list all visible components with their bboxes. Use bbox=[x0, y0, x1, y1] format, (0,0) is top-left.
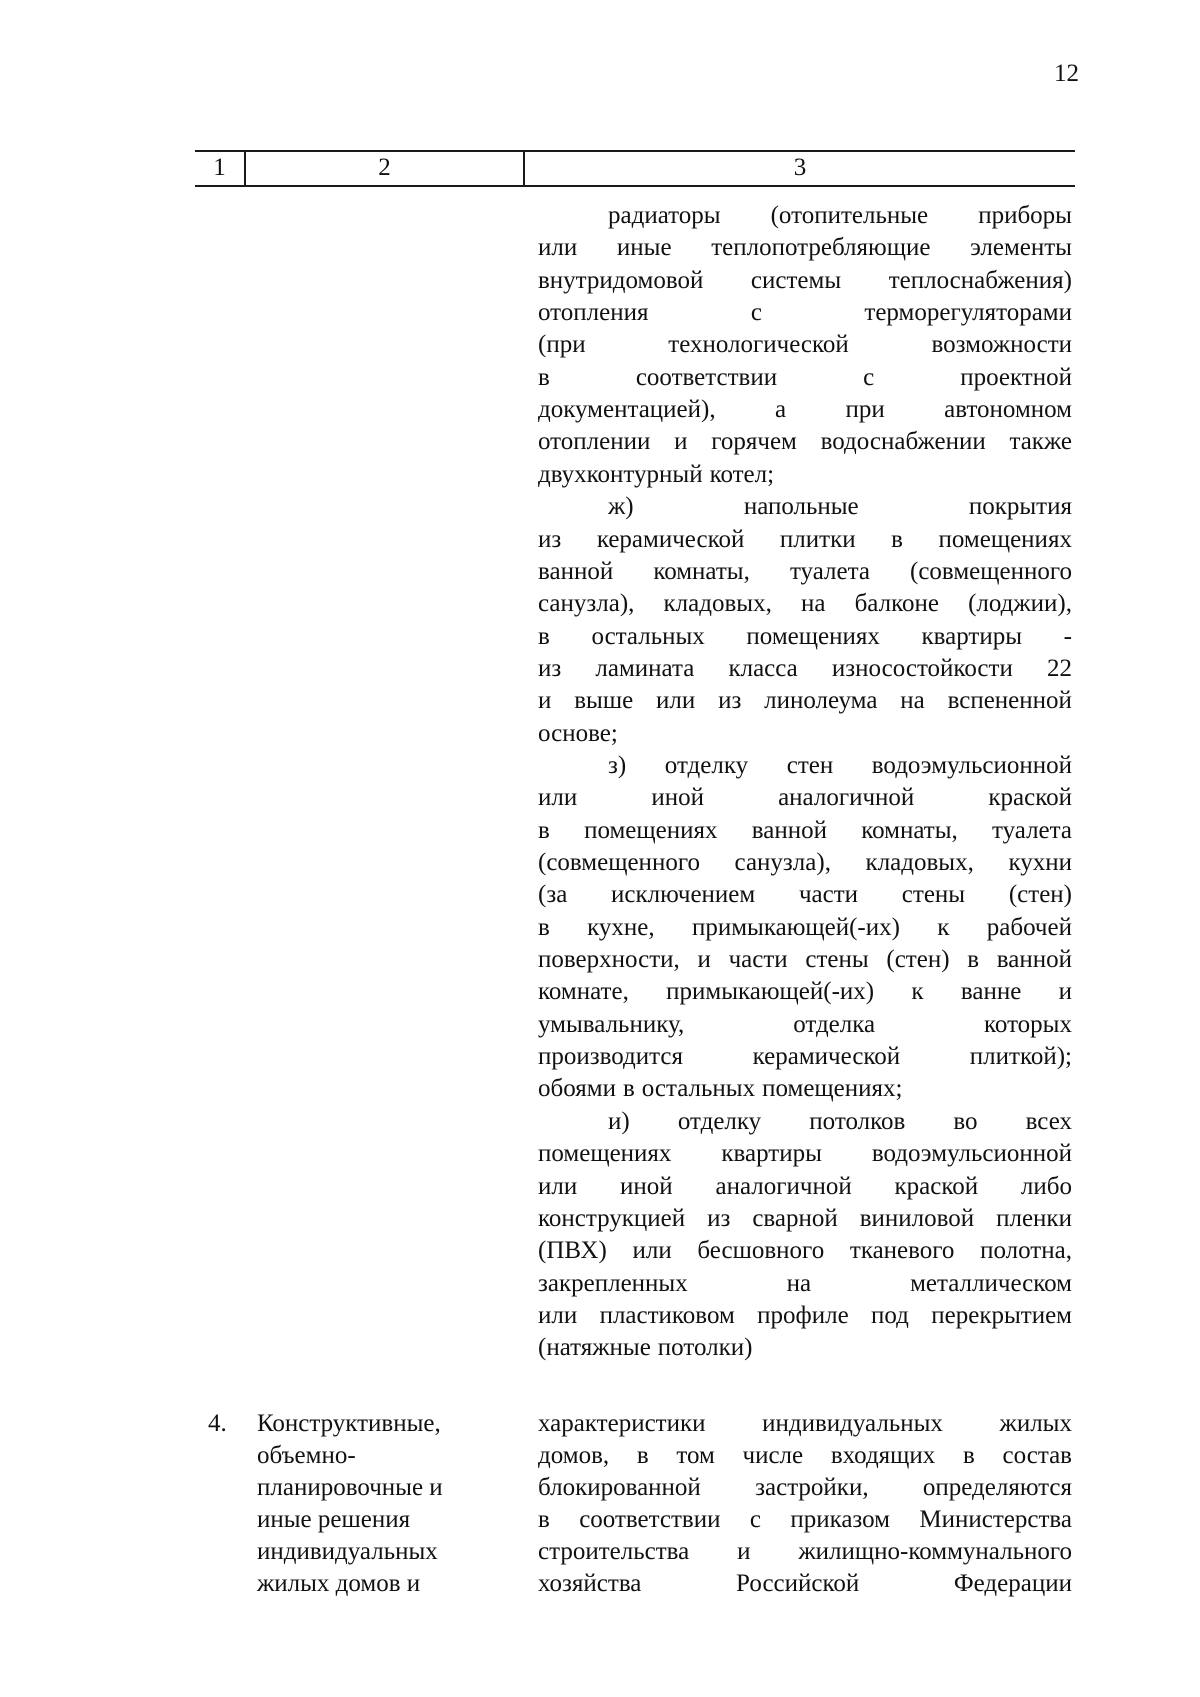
description-line: иные решения bbox=[257, 1506, 411, 1533]
word: 22 bbox=[1046, 654, 1072, 682]
text-line bbox=[538, 1073, 1072, 1105]
header-col-1: 1 bbox=[213, 154, 226, 181]
word: комнате, bbox=[538, 978, 629, 1006]
word: при bbox=[845, 396, 885, 424]
text-line bbox=[538, 1268, 1072, 1300]
word: отоплении bbox=[538, 428, 651, 456]
word: числе bbox=[742, 1442, 804, 1469]
word: исключением bbox=[611, 881, 756, 909]
word: примыкающей(-их) bbox=[691, 913, 900, 941]
word: краской bbox=[894, 1172, 979, 1200]
text-line bbox=[538, 1009, 1072, 1041]
word: блокированной bbox=[538, 1474, 701, 1501]
text-line bbox=[538, 621, 1072, 653]
description-line: планировочные и bbox=[257, 1474, 443, 1501]
text-line bbox=[538, 297, 1072, 329]
word: горячем bbox=[711, 428, 797, 456]
word: комнаты, bbox=[861, 816, 958, 844]
word: основе; bbox=[538, 719, 618, 747]
text-line bbox=[538, 815, 1072, 847]
text-line bbox=[538, 362, 1072, 394]
word: в bbox=[538, 622, 550, 650]
text-line bbox=[538, 1536, 1072, 1568]
word: отделку bbox=[664, 751, 749, 779]
word: к bbox=[937, 913, 950, 941]
word: в bbox=[963, 1442, 975, 1469]
text-line bbox=[538, 426, 1072, 458]
word: проектной bbox=[960, 363, 1072, 391]
word: к bbox=[911, 978, 924, 1006]
word: (стен) bbox=[1008, 881, 1072, 909]
word: пленки bbox=[996, 1204, 1072, 1232]
word: в bbox=[538, 1506, 550, 1533]
word: поверхности, bbox=[538, 946, 680, 974]
word: соответствии bbox=[579, 1506, 721, 1533]
description-line: объемно- bbox=[257, 1442, 356, 1469]
word: технологической bbox=[668, 331, 849, 359]
word: бесшовного bbox=[697, 1237, 825, 1265]
text-line bbox=[538, 232, 1072, 264]
text-line bbox=[538, 976, 1072, 1008]
text-line bbox=[538, 879, 1072, 911]
word: стены bbox=[901, 881, 966, 909]
word: стены bbox=[805, 946, 869, 974]
word: в bbox=[622, 1075, 635, 1103]
word: примыкающей(-их) bbox=[666, 978, 875, 1006]
text-line bbox=[538, 1332, 1072, 1364]
word: приборы bbox=[978, 202, 1072, 229]
word: производится bbox=[538, 1043, 683, 1071]
word: умывальнику, bbox=[538, 1010, 685, 1038]
word: возможности bbox=[931, 331, 1072, 359]
word: износостойкости bbox=[831, 654, 1013, 682]
word: ванной bbox=[996, 946, 1072, 974]
text-line bbox=[538, 265, 1072, 297]
word: иной bbox=[651, 784, 704, 812]
word: аналогичной bbox=[715, 1172, 852, 1200]
word: з) bbox=[608, 751, 627, 779]
text-line bbox=[538, 1504, 1072, 1536]
word: характеристики bbox=[538, 1410, 706, 1437]
text-line bbox=[538, 524, 1072, 556]
word: на bbox=[800, 590, 826, 618]
text-line bbox=[538, 1138, 1072, 1170]
word: части bbox=[798, 881, 859, 909]
word: теплоснабжения) bbox=[888, 266, 1072, 294]
header-col-3: 3 bbox=[793, 154, 807, 181]
word: помещениях bbox=[538, 1140, 672, 1168]
word: жилых bbox=[999, 1410, 1072, 1437]
word: или bbox=[656, 687, 696, 715]
page-number: 12 bbox=[1054, 60, 1079, 87]
word: квартиры bbox=[921, 622, 1022, 650]
text-line bbox=[538, 912, 1072, 944]
word: из bbox=[718, 687, 742, 715]
word: (отопительные bbox=[770, 202, 929, 229]
text-line bbox=[538, 685, 1072, 717]
word: с bbox=[749, 1506, 761, 1533]
word: линолеума bbox=[764, 687, 878, 715]
word: и) bbox=[608, 1107, 630, 1135]
word: ламината bbox=[595, 654, 695, 682]
header-bottom-rule bbox=[195, 185, 1075, 187]
word: санузла), bbox=[538, 590, 635, 618]
text-line bbox=[608, 750, 1072, 782]
word: также bbox=[1009, 428, 1072, 456]
word: под bbox=[871, 1301, 909, 1329]
word: комнаты, bbox=[653, 557, 750, 585]
word: потолков bbox=[809, 1107, 906, 1135]
word: из bbox=[538, 654, 562, 682]
word: водоэмульсионной bbox=[871, 1140, 1072, 1168]
word: документацией), bbox=[538, 396, 716, 424]
word: помещениях bbox=[938, 525, 1072, 553]
word: хозяйства bbox=[538, 1570, 642, 1597]
text-line bbox=[538, 782, 1072, 814]
word: теплопотребляющие bbox=[711, 234, 931, 262]
word: в bbox=[538, 363, 550, 391]
word: в bbox=[967, 946, 980, 974]
word: и bbox=[737, 1538, 751, 1565]
word: а bbox=[775, 396, 787, 424]
word: аналогичной bbox=[778, 784, 915, 812]
text-line bbox=[538, 944, 1072, 976]
word: тканевого bbox=[849, 1237, 955, 1265]
description-line: Конструктивные, bbox=[257, 1410, 441, 1437]
word: ванной bbox=[538, 557, 614, 585]
word: двухконтурный bbox=[538, 460, 703, 488]
word: котел; bbox=[709, 460, 775, 488]
word: (при bbox=[538, 331, 586, 359]
text-line bbox=[608, 200, 1072, 232]
word: приказом bbox=[790, 1506, 891, 1533]
word: остальных bbox=[591, 622, 705, 650]
word: квартиры bbox=[721, 1140, 822, 1168]
word: во bbox=[953, 1107, 978, 1135]
header-col-2: 2 bbox=[378, 154, 391, 181]
word: балконе bbox=[854, 590, 939, 618]
word: или bbox=[632, 1237, 672, 1265]
word: отопления bbox=[538, 299, 649, 327]
word: перекрытием bbox=[931, 1301, 1072, 1329]
word: всех bbox=[1025, 1107, 1072, 1135]
word: сварной bbox=[752, 1204, 838, 1232]
word: рабочей bbox=[986, 913, 1072, 941]
text-line bbox=[538, 718, 1072, 750]
word: части bbox=[728, 946, 788, 974]
word: Министерства bbox=[919, 1506, 1072, 1533]
text-line bbox=[538, 1235, 1072, 1267]
word: (совмещенного bbox=[538, 849, 700, 876]
word: и bbox=[538, 687, 552, 715]
text-line bbox=[538, 1300, 1072, 1332]
word: кладовых, bbox=[865, 849, 974, 876]
word: (за bbox=[538, 881, 568, 909]
word: остальных bbox=[641, 1075, 756, 1103]
text-line bbox=[538, 556, 1072, 588]
text-line bbox=[538, 1041, 1072, 1073]
word: в bbox=[891, 525, 903, 553]
word: полотна, bbox=[980, 1237, 1072, 1265]
word: помещениях; bbox=[762, 1075, 903, 1103]
word: радиаторы bbox=[608, 202, 721, 229]
word: или bbox=[538, 234, 578, 262]
word: Федерации bbox=[953, 1570, 1072, 1597]
word: и bbox=[1058, 978, 1072, 1006]
row-number: 4. bbox=[208, 1410, 227, 1437]
word: в bbox=[538, 913, 550, 941]
word: краской bbox=[988, 784, 1072, 812]
word: системы bbox=[750, 266, 842, 294]
text-line bbox=[538, 1408, 1072, 1440]
word: керамической bbox=[752, 1043, 901, 1071]
word: пластиковом bbox=[599, 1301, 735, 1329]
description-line: жилых домов и bbox=[257, 1570, 421, 1597]
word: конструкцией bbox=[538, 1204, 686, 1232]
word: помещениях bbox=[746, 622, 880, 650]
word: том bbox=[676, 1442, 715, 1469]
text-line bbox=[538, 1440, 1072, 1472]
word: выше bbox=[574, 687, 634, 715]
word: напольные bbox=[743, 493, 859, 521]
text-line bbox=[608, 491, 1072, 523]
word: индивидуальных bbox=[762, 1410, 943, 1437]
word: или bbox=[538, 1301, 578, 1329]
text-line bbox=[538, 459, 1072, 491]
word: состав bbox=[1002, 1442, 1072, 1469]
text-line bbox=[538, 653, 1072, 685]
word: туалета bbox=[789, 557, 870, 585]
word: стен bbox=[786, 751, 834, 779]
word: санузла), bbox=[734, 849, 831, 876]
word: отделку bbox=[677, 1107, 762, 1135]
word: отделка bbox=[793, 1010, 876, 1038]
text-line bbox=[608, 1106, 1072, 1138]
word: внутридомовой bbox=[538, 266, 704, 294]
word: автономном bbox=[944, 396, 1072, 424]
word: в bbox=[538, 816, 550, 844]
word: плиткой); bbox=[969, 1043, 1072, 1071]
word: ж) bbox=[608, 493, 634, 521]
word: (натяжные bbox=[538, 1334, 651, 1362]
word: (лоджии), bbox=[968, 590, 1072, 618]
word: на bbox=[786, 1269, 812, 1297]
word: иные bbox=[616, 234, 672, 262]
text-line bbox=[538, 1472, 1072, 1504]
word: соответствии bbox=[635, 363, 778, 391]
word: закрепленных bbox=[538, 1269, 688, 1297]
word: (ПВХ) bbox=[538, 1237, 607, 1265]
word: вспененной bbox=[947, 687, 1072, 715]
word: металлическом bbox=[910, 1269, 1072, 1297]
word: потолки) bbox=[657, 1334, 753, 1362]
text-line bbox=[538, 394, 1072, 426]
word: обоями bbox=[538, 1075, 616, 1103]
word: или bbox=[538, 1172, 578, 1200]
word: либо bbox=[1020, 1172, 1072, 1200]
word: водоснабжении bbox=[820, 428, 986, 456]
word: элементы bbox=[970, 234, 1072, 262]
word: на bbox=[900, 687, 925, 715]
word: терморегуляторами bbox=[864, 299, 1072, 327]
word: Российской bbox=[736, 1570, 860, 1597]
word: (совмещенного bbox=[910, 557, 1072, 585]
word: кухне, bbox=[587, 913, 655, 941]
word: водоэмульсионной bbox=[871, 751, 1072, 779]
word: определяются bbox=[922, 1474, 1072, 1501]
description-line: индивидуальных bbox=[257, 1538, 438, 1565]
text-line bbox=[538, 847, 1072, 879]
word: в bbox=[636, 1442, 649, 1469]
word: строительства bbox=[538, 1538, 690, 1565]
word: покрытия bbox=[968, 493, 1072, 521]
word: туалета bbox=[992, 816, 1072, 844]
word: из bbox=[538, 525, 562, 553]
word: кухни bbox=[1008, 849, 1072, 876]
word: кладовых, bbox=[663, 590, 772, 618]
word: из bbox=[707, 1204, 731, 1232]
word: с bbox=[863, 363, 875, 391]
word: и bbox=[674, 428, 688, 456]
word: входящих bbox=[830, 1442, 936, 1469]
word: помещениях bbox=[584, 816, 718, 844]
word: и bbox=[697, 946, 711, 974]
word: - bbox=[1063, 622, 1072, 650]
text-line bbox=[538, 1568, 1072, 1600]
word: жилищно-коммунального bbox=[798, 1538, 1072, 1565]
text-line bbox=[538, 329, 1072, 361]
word: профиле bbox=[757, 1301, 849, 1329]
word: иной bbox=[620, 1172, 673, 1200]
word: ванной bbox=[751, 816, 827, 844]
word: керамической bbox=[596, 525, 745, 553]
text-line bbox=[538, 1171, 1072, 1203]
word: застройки, bbox=[755, 1474, 869, 1501]
word: которых bbox=[984, 1010, 1072, 1038]
word: (стен) bbox=[886, 946, 950, 974]
word: класса bbox=[728, 654, 798, 682]
word: плитки bbox=[779, 525, 856, 553]
text-line bbox=[538, 588, 1072, 620]
text-line bbox=[538, 1203, 1072, 1235]
word: домов, bbox=[538, 1442, 610, 1469]
word: ванне bbox=[960, 978, 1022, 1006]
word: с bbox=[750, 299, 762, 327]
word: виниловой bbox=[859, 1204, 975, 1232]
word: или bbox=[538, 784, 578, 812]
